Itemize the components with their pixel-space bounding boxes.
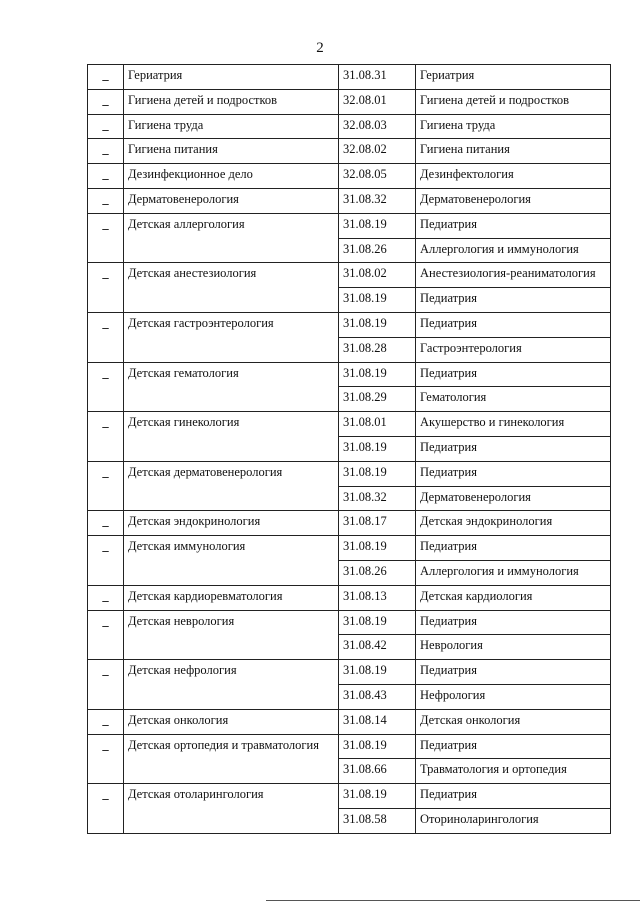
row-marker: _ [88,213,124,263]
specialty-code: 31.08.19 [339,734,416,759]
specialty-code: 31.08.01 [339,412,416,437]
specialty-code: 31.08.19 [339,461,416,486]
specialty-name: Аллергология и иммунология [416,238,611,263]
row-marker: _ [88,164,124,189]
specialty-code: 32.08.01 [339,89,416,114]
row-marker: _ [88,89,124,114]
specialty-name: Педиатрия [416,734,611,759]
specialty-name: Травматология и ортопедия [416,759,611,784]
specialty-code: 31.08.42 [339,635,416,660]
table-row [88,114,611,139]
position-name: Детская эндокринология [124,511,339,536]
specialty-name: Гигиена детей и подростков [416,89,611,114]
specialty-code: 31.08.17 [339,511,416,536]
position-name: Детская анестезиология [124,263,339,313]
row-marker: _ [88,65,124,90]
row-marker: _ [88,139,124,164]
position-name: Детская ортопедия и травматология [124,734,339,784]
specialty-name: Педиатрия [416,288,611,313]
row-marker: _ [88,709,124,734]
specialty-code: 31.08.58 [339,808,416,833]
position-name: Детская онкология [124,709,339,734]
specialty-name: Нефрология [416,684,611,709]
position-name: Детская неврология [124,610,339,660]
specialty-code: 31.08.19 [339,784,416,809]
row-marker: _ [88,263,124,313]
row-marker: _ [88,312,124,362]
specialty-code: 31.08.13 [339,585,416,610]
table-row [88,65,611,90]
specialty-code: 31.08.32 [339,486,416,511]
specialty-name: Анестезиология-реаниматология [416,263,611,288]
position-name: Гигиена питания [124,139,339,164]
specialty-name: Акушерство и гинекология [416,412,611,437]
specialty-name: Гигиена труда [416,114,611,139]
position-name: Детская отоларингология [124,784,339,834]
position-name: Гигиена труда [124,114,339,139]
specialty-name: Детская кардиология [416,585,611,610]
specialty-name: Дерматовенерология [416,188,611,213]
page-number: 2 [316,40,324,56]
specialty-name: Педиатрия [416,536,611,561]
position-name: Детская дерматовенерология [124,461,339,511]
position-name: Детская гастроэнтерология [124,312,339,362]
specialty-name: Дерматовенерология [416,486,611,511]
specialty-name: Неврология [416,635,611,660]
specialty-code: 31.08.19 [339,312,416,337]
specialty-name: Педиатрия [416,610,611,635]
row-marker: _ [88,412,124,462]
row-marker: _ [88,784,124,834]
specialty-name: Педиатрия [416,461,611,486]
specialty-name: Аллергология и иммунология [416,560,611,585]
specialty-code: 31.08.19 [339,610,416,635]
position-name: Дезинфекционное дело [124,164,339,189]
table-row [88,164,611,189]
specialty-name: Гериатрия [416,65,611,90]
specialty-name: Дезинфектология [416,164,611,189]
row-marker: _ [88,536,124,586]
table-row [88,213,611,238]
position-name: Детская иммунология [124,536,339,586]
table-row [88,784,611,809]
position-name: Детская гинекология [124,412,339,462]
row-marker: _ [88,660,124,710]
specialty-table [87,64,611,834]
table-row [88,263,611,288]
table-row [88,312,611,337]
specialty-code: 31.08.29 [339,387,416,412]
specialty-code: 31.08.19 [339,288,416,313]
table-row [88,412,611,437]
table-row [88,461,611,486]
table-row [88,188,611,213]
specialty-code: 31.08.14 [339,709,416,734]
table-row [88,511,611,536]
specialty-code: 32.08.03 [339,114,416,139]
bottom-rule [266,900,640,901]
row-marker: _ [88,734,124,784]
table-row [88,139,611,164]
specialty-code: 31.08.66 [339,759,416,784]
position-name: Детская аллергология [124,213,339,263]
specialty-code: 31.08.26 [339,560,416,585]
specialty-code: 32.08.05 [339,164,416,189]
specialty-code: 31.08.26 [339,238,416,263]
row-marker: _ [88,362,124,412]
specialty-name: Педиатрия [416,362,611,387]
specialty-code: 31.08.19 [339,213,416,238]
specialty-name: Гастроэнтерология [416,337,611,362]
specialty-code: 31.08.32 [339,188,416,213]
specialty-code: 31.08.31 [339,65,416,90]
row-marker: _ [88,585,124,610]
table-row [88,610,611,635]
position-name: Гериатрия [124,65,339,90]
table-row [88,89,611,114]
row-marker: _ [88,511,124,536]
position-name: Детская нефрология [124,660,339,710]
row-marker: _ [88,114,124,139]
row-marker: _ [88,461,124,511]
specialty-name: Педиатрия [416,784,611,809]
specialty-name: Детская онкология [416,709,611,734]
specialty-code: 32.08.02 [339,139,416,164]
specialty-name: Гигиена питания [416,139,611,164]
table-row [88,536,611,561]
row-marker: _ [88,188,124,213]
specialty-code: 31.08.19 [339,660,416,685]
row-marker: _ [88,610,124,660]
specialty-name: Оториноларингология [416,808,611,833]
table-row [88,734,611,759]
table-row [88,660,611,685]
specialty-code: 31.08.19 [339,436,416,461]
specialty-name: Гематология [416,387,611,412]
position-name: Гигиена детей и подростков [124,89,339,114]
table-row [88,362,611,387]
position-name: Детская гематология [124,362,339,412]
specialty-code: 31.08.19 [339,536,416,561]
position-name: Дерматовенерология [124,188,339,213]
position-name: Детская кардиоревматология [124,585,339,610]
specialty-name: Педиатрия [416,660,611,685]
specialty-name: Педиатрия [416,312,611,337]
specialty-code: 31.08.43 [339,684,416,709]
specialty-name: Педиатрия [416,213,611,238]
table-row [88,709,611,734]
specialty-code: 31.08.19 [339,362,416,387]
table-row [88,585,611,610]
specialty-code: 31.08.02 [339,263,416,288]
specialty-code: 31.08.28 [339,337,416,362]
table-body [88,65,611,834]
specialty-name: Детская эндокринология [416,511,611,536]
specialty-name: Педиатрия [416,436,611,461]
